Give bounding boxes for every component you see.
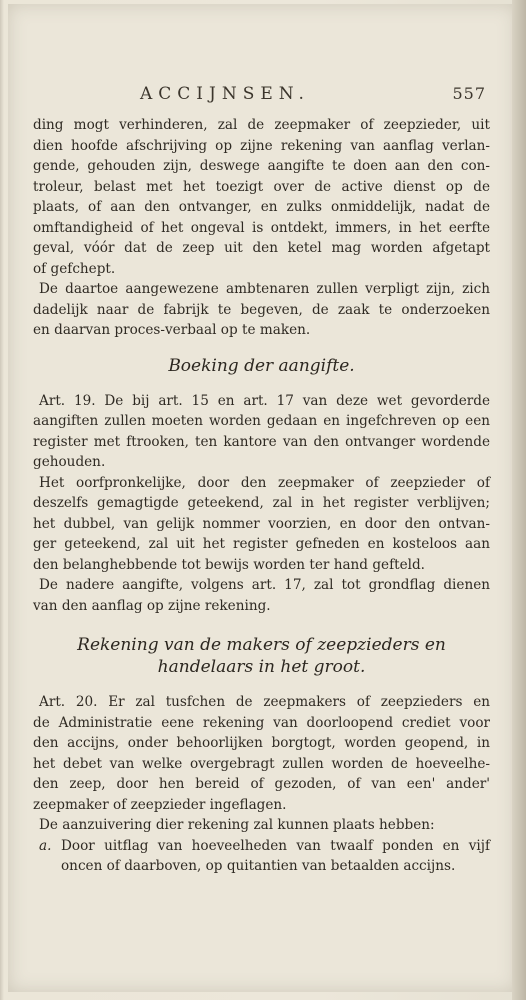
page-header — [40, 84, 486, 108]
text-line: zeepmaker of zeepzieder ingeflagen. — [33, 796, 287, 813]
text-line: den zeep, door hen bereid of gezoden, of van een' ander' — [33, 776, 490, 792]
text-line: oncen of daarboven, op quitantien van betaalden accijns. — [61, 858, 456, 874]
text-line: troleur, belast met het toezigt over de active dienst op de — [33, 178, 490, 195]
heading-line: Rekening van de makers of zeepzieders en — [77, 635, 446, 655]
text-line: deszelfs gemagtigde geteekend, zal in het register verblijven; — [33, 495, 490, 511]
text-line: het dubbel, van gelijk nommer voorzien, en door den ontvan- — [33, 515, 490, 532]
text-line: den accijns, onder behoorlijken borgtogt, worden geopend, in — [33, 735, 490, 751]
text-line: register met ftrooken, ten kantore van den ontvanger wordende — [33, 433, 490, 450]
text-line: ding mogt verhinderen, zal de zeepmaker of zeepzieder, uit — [33, 117, 490, 133]
paragraph — [33, 279, 490, 341]
text-line: aangiften zullen moeten worden gedaan en ingefchreven op een — [33, 413, 490, 429]
section-heading — [33, 634, 490, 678]
text-line: de Administratie eene rekening van doorloopend crediet voor — [33, 714, 490, 731]
paragraph — [33, 575, 490, 616]
list-marker: a. — [39, 837, 52, 854]
article-paragraph — [33, 391, 490, 473]
page-number: 557 — [452, 84, 486, 103]
text-line: den belanghebbende tot bewijs worden ter hand gefteld. — [33, 556, 425, 573]
paragraph — [33, 815, 490, 836]
text-line: Art. 20. Er zal tusfchen de zeepmakers of zeepzieders en — [39, 694, 490, 710]
section-heading: Boeking der aangifte. — [168, 355, 355, 376]
article-paragraph — [33, 692, 490, 815]
list-item — [33, 836, 490, 877]
text-line: Art. 19. De bij art. 15 en art. 17 van deze wet gevorderde — [39, 392, 490, 409]
text-line: plaats, of aan den ontvanger, en zulks onmiddelijk, nadat de — [33, 199, 490, 215]
heading-line: handelaars in het groot. — [157, 657, 366, 677]
text-line: of gefchept. — [33, 260, 116, 277]
text-line: Het oorfpronkelijke, door den zeepmaker of zeepzieder of — [39, 474, 490, 491]
text-line: dadelijk naar de fabrijk te begeven, de zaak te onderzoeken — [33, 301, 490, 318]
text-line: geval, vóór dat de zeep uit den ketel mag worden afgetapt — [33, 240, 490, 256]
text-line: het debet van welke overgebragt zullen worden de hoeveelhe- — [33, 755, 490, 772]
page-body — [33, 115, 490, 877]
text-line: Door uitflag van hoeveelheden van twaalf ponden en vijf — [61, 837, 490, 854]
page-edge — [512, 0, 526, 1000]
text-line: gehouden. — [33, 454, 106, 470]
text-line: ger geteekend, zal uit het register gefneden en kosteloos aan — [33, 536, 490, 552]
text-line: en daarvan proces-verbaal op te maken. — [33, 322, 311, 338]
text-line: omftandigheid of het ongeval is ontdekt, immers, in het eerfte — [33, 219, 490, 236]
text-line: gende, gehouden zijn, deswege aangifte te doen aan den con- — [33, 158, 490, 174]
paragraph-continued — [33, 115, 490, 279]
text-line: van den aanflag op zijne rekening. — [33, 597, 271, 614]
text-line: dien hoofde afschrijving op zijne rekening van aanflag verlan- — [33, 137, 490, 154]
running-head: ACCIJNSEN. — [140, 84, 310, 104]
text-line: De nadere aangifte, volgens art. 17, zal tot grondflag dienen — [39, 577, 490, 593]
text-line: De daartoe aangewezene ambtenaren zullen verpligt zijn, zich — [39, 281, 490, 297]
paragraph — [33, 473, 490, 576]
text-line: De aanzuivering dier rekening zal kunnen plaats hebben: — [39, 817, 435, 833]
